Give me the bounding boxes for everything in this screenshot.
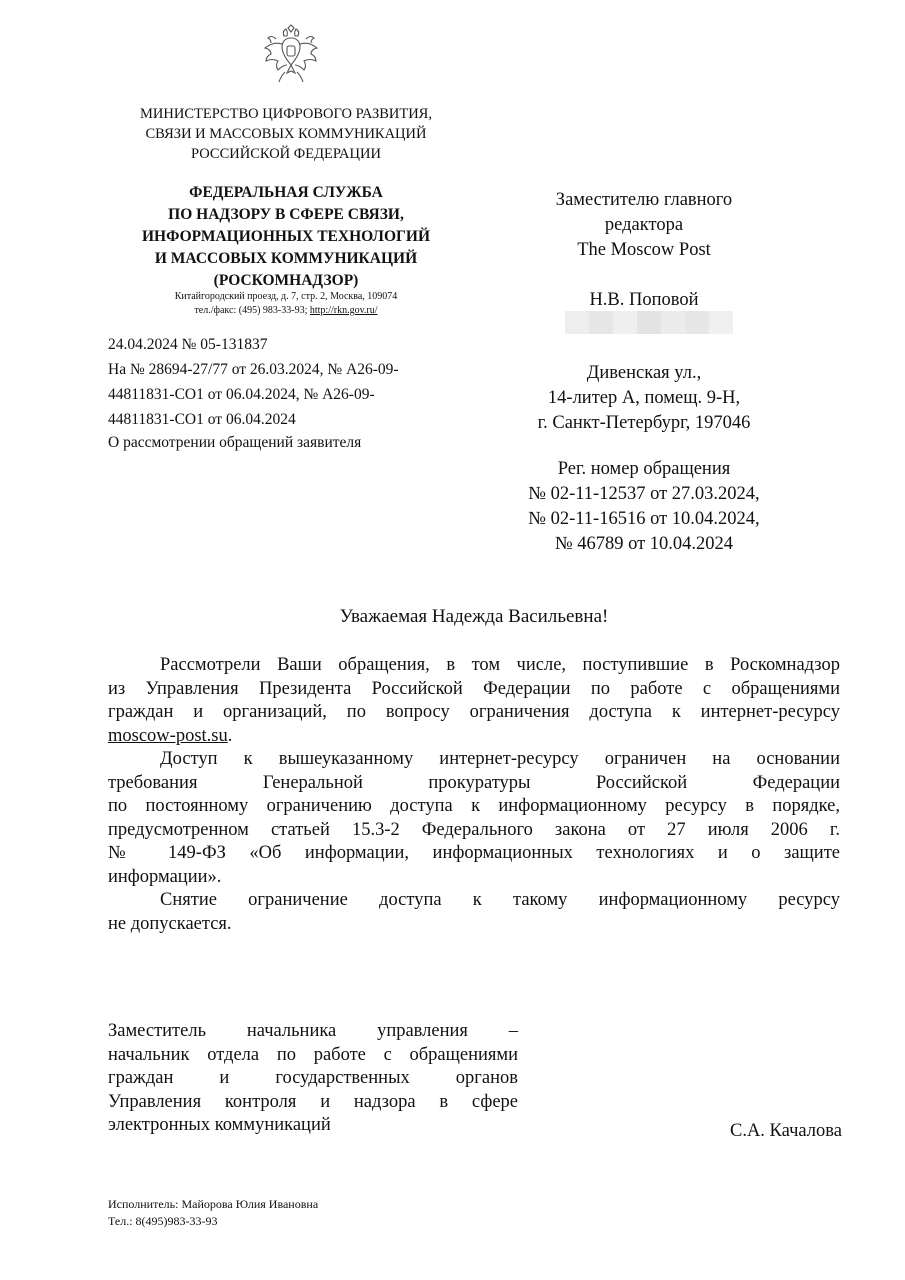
body-line: информации». [108, 866, 222, 887]
registration-numbers [470, 457, 818, 557]
addressee-name: Н.В. Поповой [589, 290, 699, 310]
redacted-area [565, 311, 733, 334]
body-line: Снятие ограничение доступа к такому информационному ресурсу [160, 890, 840, 910]
agency-line: ПО НАДЗОРУ В СФЕРЕ СВЯЗИ, [168, 206, 404, 223]
reg-line: Рег. номер обращения [557, 459, 731, 479]
signer-position [108, 1020, 518, 1138]
outgoing-date-number: 24.04.2024 № 05-131837 [108, 336, 268, 353]
executor-info [108, 1196, 318, 1230]
addressee-line: Заместителю главного [555, 190, 733, 210]
ministry-line: СВЯЗИ И МАССОВЫХ КОММУНИКАЦИЙ [145, 126, 427, 142]
reg-line: № 46789 от 10.04.2024 [554, 534, 734, 554]
body-line: предусмотренном статьей 15.3-2 Федерального закона от 27 июля 2006 г. [108, 819, 840, 840]
position-line: Заместитель начальника управления – [108, 1021, 518, 1041]
position-line: граждан и государственных органов [108, 1068, 518, 1088]
body-line [108, 725, 840, 749]
website-link[interactable]: moscow-post.su [108, 725, 228, 746]
executor-phone: Тел.: 8(495)983-33-93 [108, 1214, 218, 1228]
body-line: граждан и организаций, по вопросу ограничения доступа к интернет-ресурсу [108, 702, 840, 722]
body-line: № 149-ФЗ «Об информации, информационных технологиях и о защите [108, 843, 840, 863]
signer-name: С.А. Качалова [729, 1121, 842, 1141]
reply-to-line: 44811831-СО1 от 06.04.2024 [108, 411, 296, 428]
addressee-address [470, 361, 818, 436]
salutation: Уважаемая Надежда Васильевна! [339, 606, 609, 627]
letter-body [108, 654, 840, 936]
coat-of-arms-icon [258, 22, 324, 88]
letter-subject: О рассмотрении обращений заявителя [108, 434, 362, 451]
agency-line: И МАССОВЫХ КОММУНИКАЦИЙ [154, 250, 418, 267]
agency-website-link[interactable]: http://rkn.gov.ru/ [309, 305, 378, 316]
agency-contacts [100, 290, 472, 318]
executor-name: Исполнитель: Майорова Юлия Ивановна [108, 1197, 319, 1211]
body-line: Доступ к вышеуказанному интернет-ресурсу ограничен на основании [160, 749, 840, 769]
addressee-line: редактора [604, 215, 684, 235]
reply-to-line: 44811831-СО1 от 06.04.2024, № А26-09- [108, 386, 375, 403]
body-line: не допускается. [108, 913, 232, 934]
reference-block [108, 332, 468, 432]
position-line: начальник отдела по работе с обращениями [108, 1044, 518, 1065]
body-line: из Управления Президента Российской Федерации по работе с обращениями [108, 678, 840, 699]
address-line: г. Санкт-Петербург, 197046 [537, 413, 751, 433]
agency-line: (РОСКОМНАДЗОР) [213, 272, 359, 289]
agency-phone: тел./факс: (495) 983-33-93; [194, 305, 308, 316]
addressee-block [470, 188, 818, 313]
body-line: Рассмотрели Ваши обращения, в том числе, поступившие в Роскомнадзор [160, 655, 840, 675]
body-line: требования Генеральной прокуратуры Российской Федерации [108, 772, 840, 793]
reply-to-line: На № 28694-27/77 от 26.03.2024, № А26-09- [108, 361, 399, 378]
spacer [470, 263, 818, 288]
agency-address: Китайгородский проезд, д. 7, стр. 2, Москва, 109074 [174, 291, 398, 302]
reg-line: № 02-11-16516 от 10.04.2024, [528, 509, 760, 529]
agency-name [100, 182, 472, 292]
address-line: 14-литер А, помещ. 9-Н, [547, 388, 741, 408]
addressee-line: The Moscow Post [577, 240, 711, 260]
ministry-name [100, 104, 472, 164]
position-line: электронных коммуникаций [108, 1115, 331, 1135]
agency-line: ФЕДЕРАЛЬНАЯ СЛУЖБА [189, 184, 383, 201]
punctuation: . [227, 725, 233, 746]
reg-line: № 02-11-12537 от 27.03.2024, [528, 484, 760, 504]
agency-phone-line [100, 304, 472, 318]
agency-line: ИНФОРМАЦИОННЫХ ТЕХНОЛОГИЙ [141, 228, 431, 245]
ministry-line: РОССИЙСКОЙ ФЕДЕРАЦИИ [191, 146, 381, 162]
body-line: по постоянному ограничению доступа к информационному ресурсу в порядке, [108, 796, 840, 816]
ministry-line: МИНИСТЕРСТВО ЦИФРОВОГО РАЗВИТИЯ, [140, 106, 432, 122]
address-line: Дивенская ул., [586, 363, 702, 383]
position-line: Управления контроля и надзора в сфере [108, 1091, 518, 1112]
